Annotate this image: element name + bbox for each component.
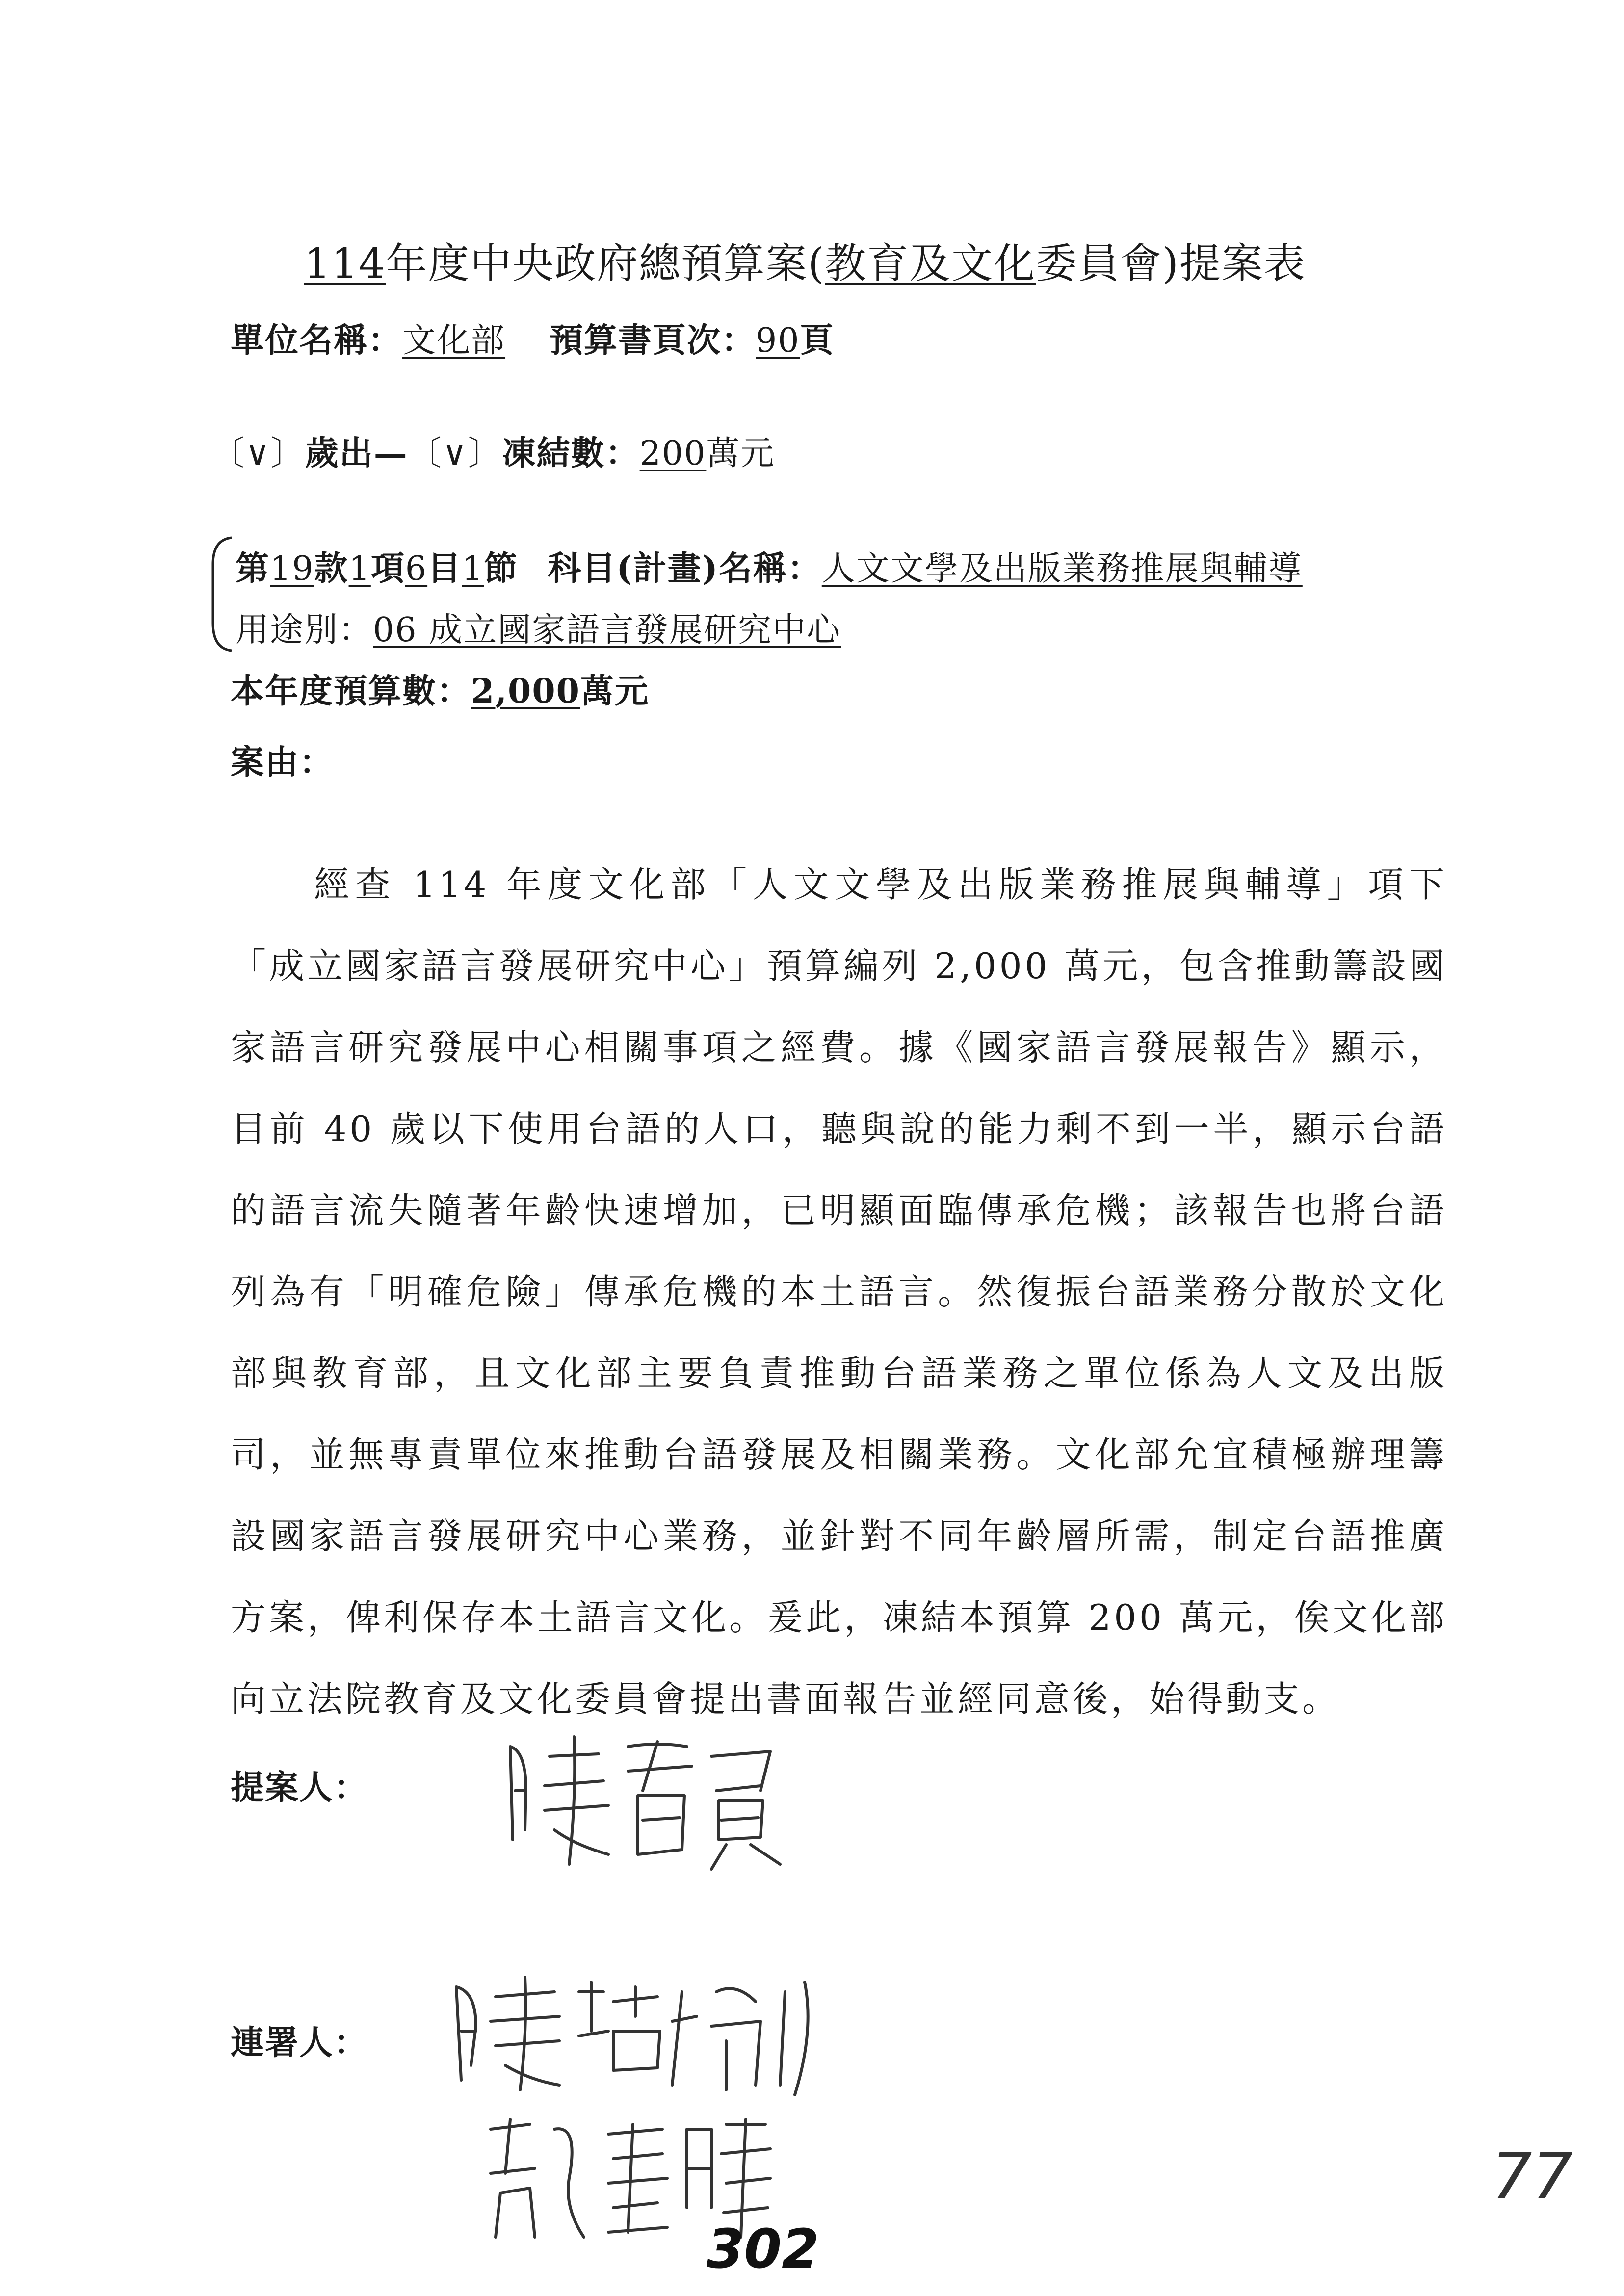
item-xiang-label: 項 — [370, 549, 405, 588]
subject-value: 人文文學及出版業務推展與輔導 — [821, 549, 1303, 588]
unit-line — [231, 314, 835, 362]
page-suffix: 頁 — [800, 321, 835, 360]
budget-suffix: 萬元 — [580, 672, 649, 711]
budget-line — [231, 665, 649, 712]
item-kuan: 19 — [270, 549, 314, 588]
title-year: 114 — [304, 239, 386, 287]
item-bracket — [206, 535, 236, 652]
subject-label: 科目(計畫)名稱： — [548, 549, 822, 588]
item-line — [236, 542, 1303, 590]
use-value: 06 成立國家語言發展研究中心 — [373, 611, 841, 650]
item-jie: 1 — [462, 549, 484, 588]
cosigner-signature-1 — [442, 1972, 824, 2100]
use-label: 用途別： — [236, 611, 373, 650]
page-title — [304, 231, 1306, 290]
freeze-suffix: 萬元 — [706, 434, 775, 473]
cosigner-label: 連署人： — [231, 2023, 368, 2062]
unit-value: 文化部 — [402, 321, 506, 360]
unit-label: 單位名稱： — [231, 321, 403, 360]
page-value: 90 — [756, 321, 800, 360]
item-mu: 6 — [405, 549, 428, 588]
title-end: 委員會)提案表 — [1036, 239, 1306, 287]
check-freeze: 〔∨〕 — [408, 434, 502, 473]
item-mu-label: 目 — [427, 549, 462, 588]
reason-label: 案由： — [231, 743, 334, 782]
item-di: 第 — [236, 549, 270, 588]
check-expenditure: 〔∨〕 — [211, 434, 305, 473]
title-mid: 年度中央政府總預算案( — [386, 239, 825, 287]
page-mark-right: 77 — [1492, 2139, 1573, 2214]
title-committee: 教育及文化 — [825, 239, 1036, 287]
category-line — [211, 427, 775, 474]
item-kuan-label: 款 — [314, 549, 349, 588]
page-mark-left: 302 — [707, 2218, 819, 2280]
page-label: 預算書頁次： — [550, 321, 756, 360]
freeze-label: 凍結數： — [502, 434, 640, 473]
use-line — [236, 603, 841, 651]
budget-value: 2,000 — [471, 672, 580, 711]
proposer-label: 提案人： — [231, 1768, 368, 1807]
freeze-amount: 200 — [639, 434, 707, 473]
item-xiang: 1 — [348, 549, 371, 588]
reason-text: 經查 114 年度文化部「人文文學及出版業務推展與輔導」項下「成立國家語言發展研究中心」預算編列 2,000 萬元，包含推動籌設國家語言研究發展中心相關事項之經費。據《國家語言發展報告》顯示，目前 40 歲以下使用台語的人口，聽與說的能力剩不到一半，顯示台語的語言流失隨著年齡快速增加，已明顯面臨傳承危機；該報告也將台語列為有「明確危險」傳承危機的本土語言。然復振台語業務分散於文化部與教育部，且文化部主要負責推動台語業務之單位係為人文及出版司，並無專責單位來推動台語發展及相關業務。文化部允宜積極辦理籌設國家語言發展研究中心業務，並針對不同年齡層所需，制定台語推廣方案，俾利保存本土語言文化。爰此，凍結本預算 200 萬元，俟文化部向立法院教育及文化委員會提出書面報告並經同意後，始得動支。 — [231, 864, 1447, 1720]
expenditure-label: 歲出— — [305, 434, 408, 473]
budget-label: 本年度預算數： — [231, 672, 471, 711]
item-jie-label: 節 — [484, 549, 519, 588]
proposer-signature — [496, 1727, 800, 1874]
